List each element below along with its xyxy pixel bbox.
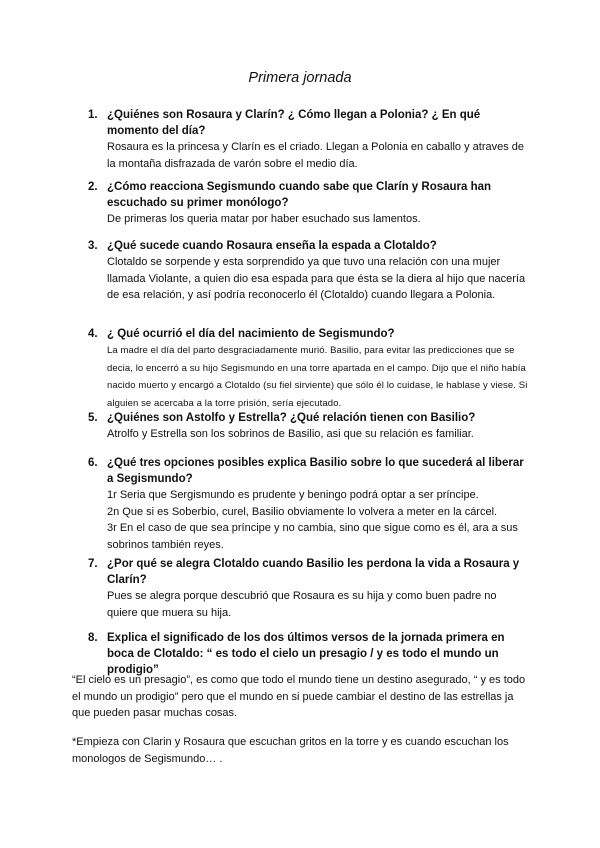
answer-text [107, 487, 528, 553]
question-text: ¿Cómo reacciona Segismundo cuando sabe que Clarín y Rosaura han escuchado su primer monólogo? [107, 181, 492, 209]
answer-line: 1r Seria que Sergismundo es prudente y beningo podrá optar a ser príncipe. [107, 489, 479, 501]
question-number: 7. [88, 558, 98, 570]
question-number: 5. [88, 412, 98, 424]
page-title: Primera jornada [248, 70, 352, 86]
explanation-paragraph: “El cielo es un presagio”, es como que todo el mundo tiene un destino asegurado, “ y es todo el mundo un prodigio” pero que el mundo en si puede cambiar el destino de las estrellas ja que pueden pasar muchas cosas. [72, 674, 526, 719]
question-text: ¿Quiénes son Rosaura y Clarín? ¿ Cómo llegan a Polonia? ¿ En qué momento del día? [107, 109, 481, 137]
question-text: ¿Por qué se alegra Clotaldo cuando Basilio les perdona la vida a Rosaura y Clarín? [107, 558, 520, 586]
question-text: ¿ Qué ocurrió el día del nacimiento de Segismundo? [107, 328, 395, 340]
answer-text: Pues se alegra porque descubrió que Rosaura es su hija y como buen padre no quiere que muera su hija. [107, 590, 497, 619]
question-text: ¿Qué sucede cuando Rosaura enseña la espada a Clotaldo? [107, 240, 437, 252]
answer-text: La madre el día del parto desgraciadamente murió. Basilio, para evitar las predicciones que se decia, lo encerró a su hijo Segismundo en una torre apartada en el campo. Dijo que el niño había nacido muerto y encargó a Clotaldo (su fiel sirviente) que sólo él lo cuidase, le hablase y viese. Si alguien se acercaba a la torre prisión, sería ejecutado. [107, 345, 528, 409]
question-text: ¿Qué tres opciones posibles explica Basilio sobre lo que sucederá al liberar a Segismundo? [107, 457, 524, 485]
question-number: 3. [88, 240, 98, 252]
question-number: 2. [88, 181, 98, 193]
question-text: Explica el significado de los dos últimos versos de la jornada primera en boca de Clotaldo: “ es todo el cielo un presagio / y es todo el mundo un prodigio” [107, 632, 505, 676]
question-item-7 [88, 556, 528, 621]
question-item-5 [88, 410, 528, 443]
question-number: 1. [88, 109, 98, 121]
answer-text: De primeras los queria matar por haber esuchado sus lamentos. [107, 213, 421, 225]
question-item-4 [88, 326, 528, 412]
answer-line: 2n Que si es Soberbio, curel, Basilio obviamente lo volvera a meter en la cárcel. [107, 505, 498, 518]
question-item-6 [88, 455, 528, 553]
question-text: ¿Quiénes son Astolfo y Estrella? ¿Qué relación tienen con Basilio? [107, 412, 476, 424]
question-item-8 [88, 630, 528, 678]
question-number: 8. [88, 632, 98, 644]
question-item-2 [88, 179, 528, 228]
answer-text: Atrolfo y Estrella son los sobrinos de Basilio, asi que su relación es familiar. [107, 428, 474, 440]
answer-line: 3r En el caso de que sea príncipe y no cambia, sino que sigue como es él, ara a sus sobrinos también reyes. [107, 522, 518, 551]
question-item-1 [88, 107, 528, 172]
answer-text: Clotaldo se sorpende y esta sorprendido ya que tuvo una relación con una mujer llamada Violante, a quien dio esa espada para que ésta se la diera al hijo que nacería de esa relación, y así podría reconocerlo él (Clotaldo) cuando llegara a Polonia. [107, 256, 526, 301]
answer-text: Rosaura es la princesa y Clarín es el criado. Llegan a Polonia en caballo y atraves de la montaña disfrazada de varón sobre el medio día. [107, 141, 525, 170]
question-number: 6. [88, 457, 98, 469]
footnote-paragraph: *Empieza con Clarin y Rosaura que escuchan gritos en la torre y es cuando escuchan los monologos de Segismundo… . [72, 736, 509, 765]
question-item-3 [88, 238, 528, 304]
question-number: 4. [88, 328, 98, 340]
